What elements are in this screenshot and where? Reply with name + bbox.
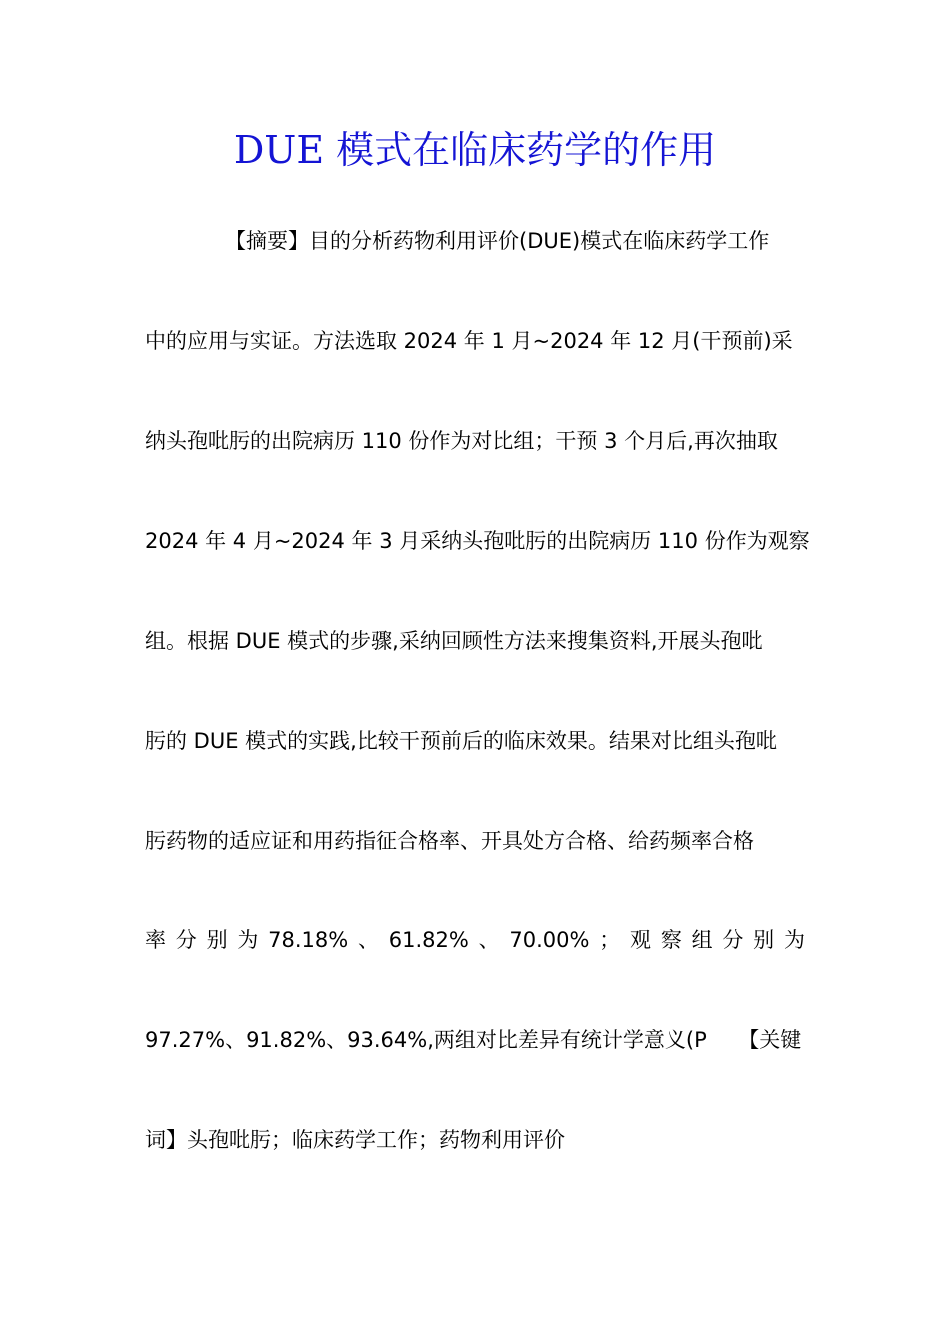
justified-token: 为 bbox=[783, 928, 805, 952]
justified-token: 、 bbox=[478, 928, 500, 952]
abstract-line-7: 肟药物的适应证和用药指征合格率、开具处方合格、给药频率合格 bbox=[145, 829, 754, 853]
abstract-line-9: 97.27%、91.82%、93.64%,两组对比差异有统计学意义(P 【关键 bbox=[145, 1028, 802, 1052]
justified-token: 别 bbox=[753, 928, 775, 952]
justified-token: 为 bbox=[237, 928, 259, 952]
justified-token: ； bbox=[599, 928, 621, 952]
abstract-line-8 bbox=[145, 925, 805, 955]
abstract-line-1: 【摘要】目的分析药物利用评价(DUE)模式在临床药学工作 bbox=[225, 229, 770, 253]
justified-token: 率 bbox=[145, 928, 166, 952]
justified-token: 别 bbox=[206, 928, 228, 952]
abstract-line-4: 2024 年 4 月~2024 年 3 月采纳头孢吡肟的出院病历 110 份作为观察 bbox=[145, 529, 810, 553]
justified-token: 、 bbox=[357, 928, 379, 952]
keywords-line: 词】头孢吡肟；临床药学工作；药物利用评价 bbox=[145, 1128, 565, 1152]
justified-token: 61.82% bbox=[388, 928, 469, 952]
page-title: DUE 模式在临床药学的作用 bbox=[233, 128, 717, 172]
justified-token: 观 bbox=[630, 928, 652, 952]
justified-token: 察 bbox=[660, 928, 682, 952]
justified-token: 组 bbox=[691, 928, 713, 952]
justified-token: 分 bbox=[722, 928, 744, 952]
justified-token: 78.18% bbox=[268, 928, 349, 952]
abstract-line-3: 纳头孢吡肟的出院病历 110 份作为对比组；干预 3 个月后,再次抽取 bbox=[145, 429, 778, 453]
abstract-line-5: 组。根据 DUE 模式的步骤,采纳回顾性方法来搜集资料,开展头孢吡 bbox=[145, 629, 763, 653]
justified-token: 分 bbox=[175, 928, 197, 952]
abstract-line-2: 中的应用与实证。方法选取 2024 年 1 月~2024 年 12 月(干预前)采 bbox=[145, 329, 793, 353]
abstract-line-6: 肟的 DUE 模式的实践,比较干预前后的临床效果。结果对比组头孢吡 bbox=[145, 729, 777, 753]
justified-token: 70.00% bbox=[509, 928, 590, 952]
